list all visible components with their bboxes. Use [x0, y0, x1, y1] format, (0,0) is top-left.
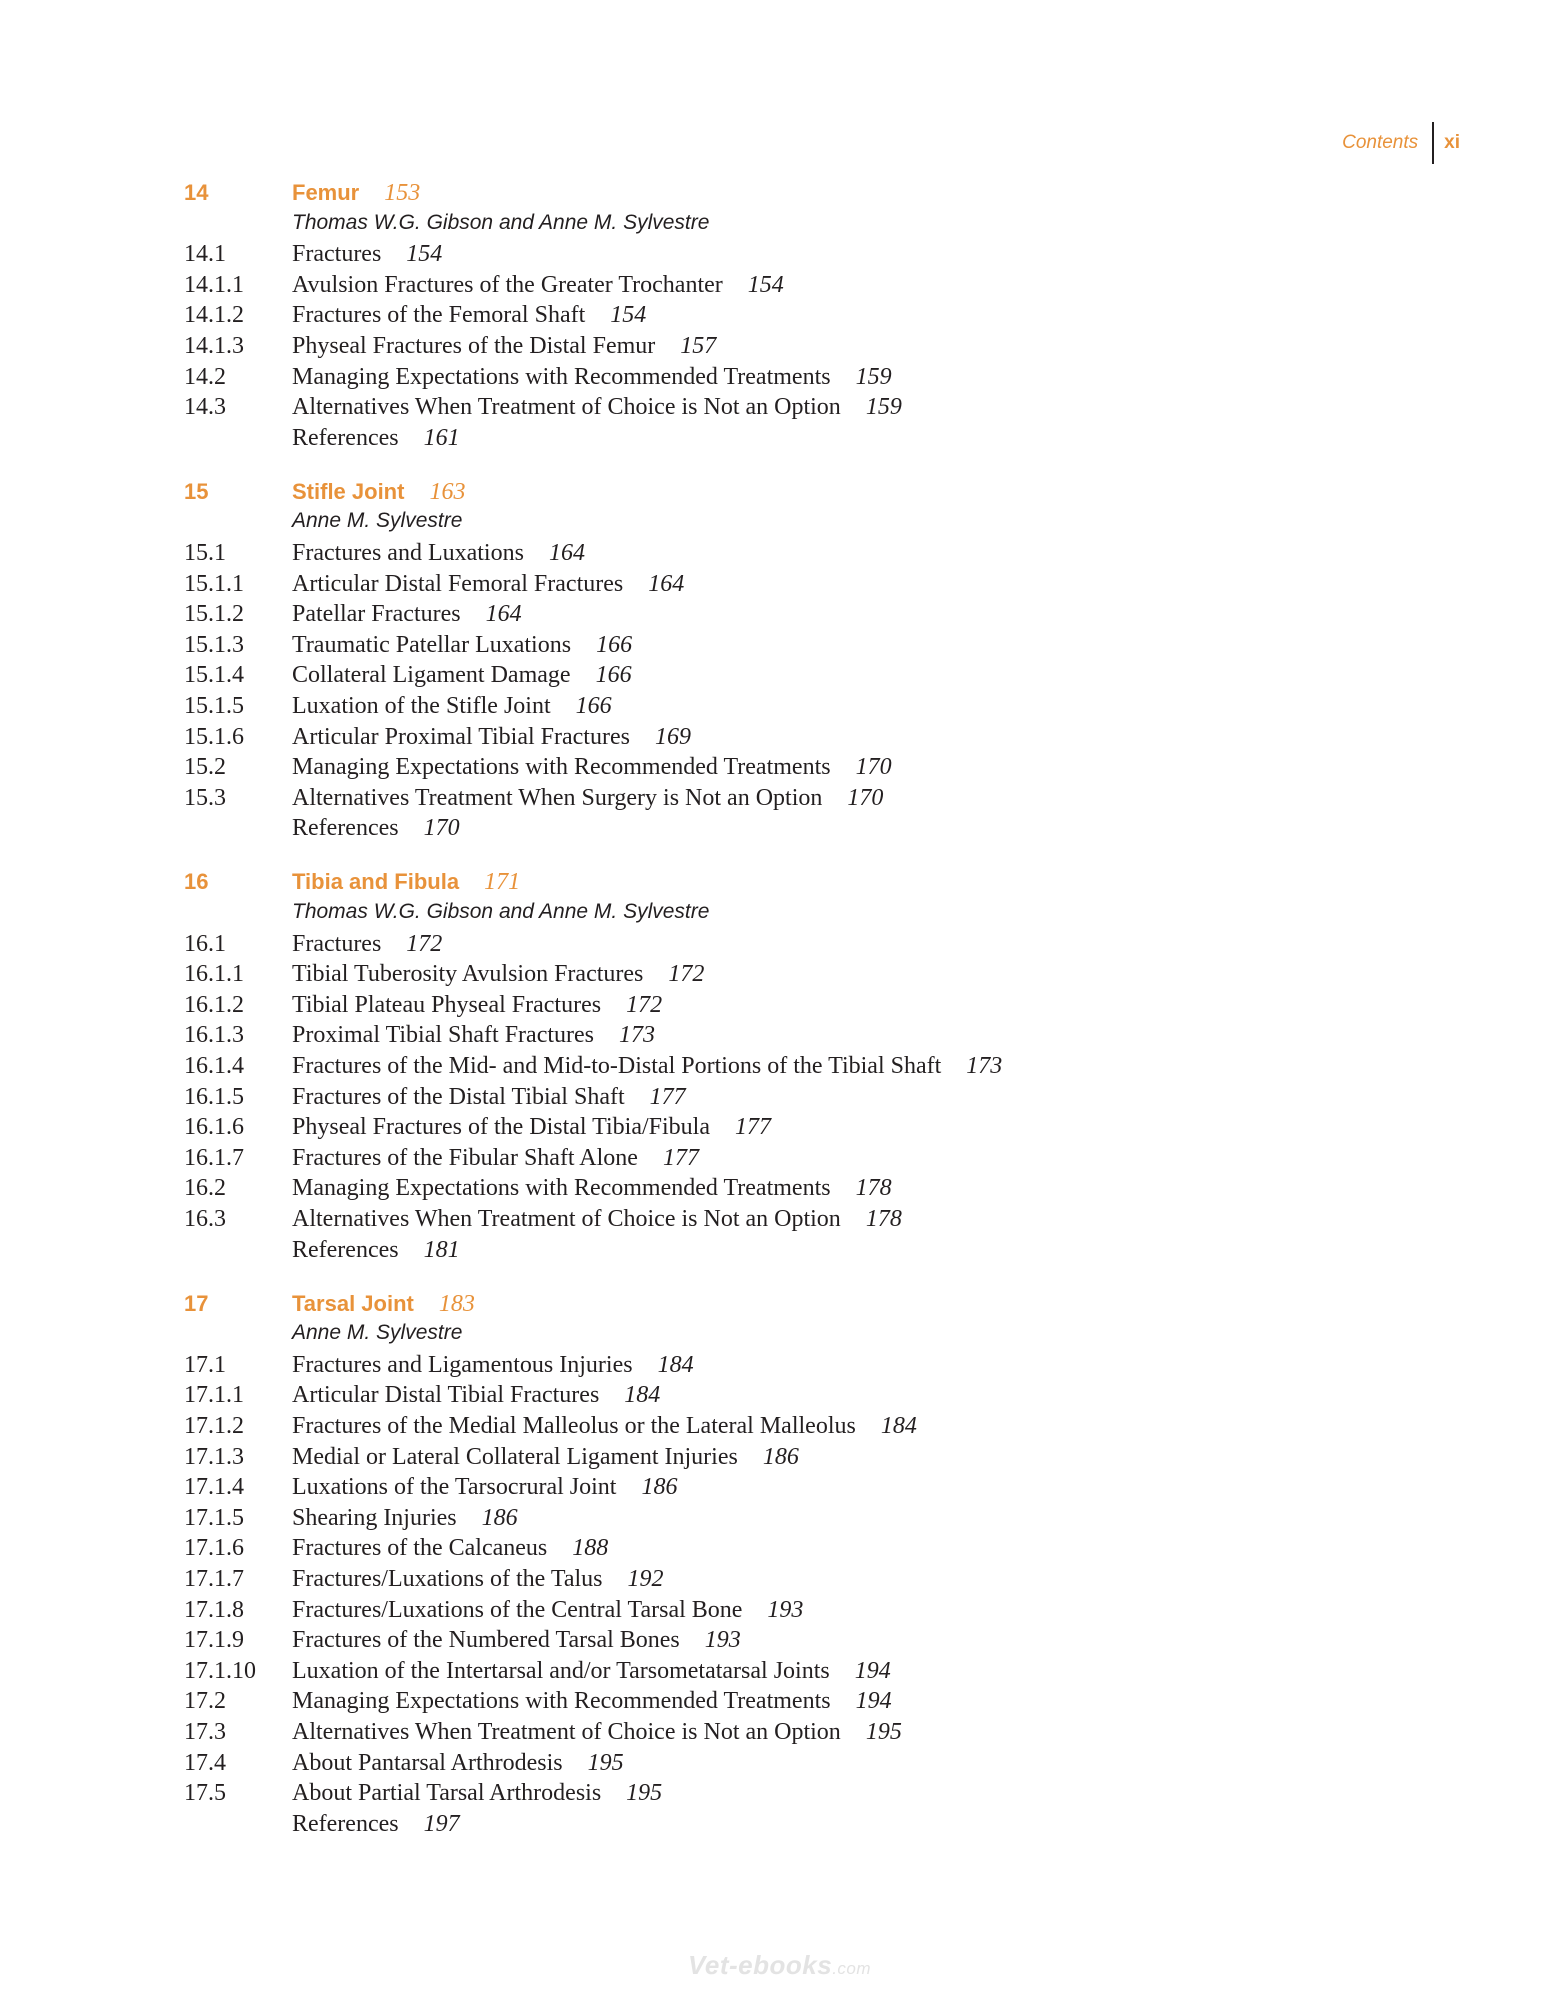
section-title: Tibial Plateau Physeal Fractures	[292, 991, 602, 1018]
section-page: 195	[587, 1749, 624, 1776]
section-title-wrap	[292, 931, 442, 958]
section-title-wrap	[292, 394, 902, 421]
section-title-wrap	[292, 1444, 799, 1471]
section-page: 195	[626, 1780, 663, 1807]
section-title-wrap	[292, 632, 632, 659]
running-head-divider	[1432, 122, 1434, 164]
section-number: 17.1	[184, 1351, 226, 1378]
section-page: 178	[855, 1175, 892, 1202]
section-title: Tibial Tuberosity Avulsion Fractures	[292, 961, 644, 988]
section-title-wrap	[292, 1750, 624, 1777]
section-page: 170	[855, 754, 892, 781]
section-number: 15.3	[184, 784, 226, 811]
section-number: 14.2	[184, 363, 226, 390]
section-title: Luxation of the Stifle Joint	[292, 693, 551, 719]
section-page: 195	[865, 1719, 902, 1745]
chapter-block	[184, 869, 1384, 1267]
toc-entry[interactable]	[184, 601, 1384, 632]
chapter-title-wrap	[292, 180, 420, 207]
section-page: 184	[624, 1382, 661, 1409]
section-page: 159	[855, 363, 892, 390]
section-title-wrap	[292, 754, 892, 781]
chapter-title: Tibia and Fibula	[292, 869, 460, 895]
section-page: 159	[865, 394, 902, 421]
toc-entry[interactable]	[184, 394, 1384, 425]
chapter-number: 16	[184, 869, 209, 895]
section-title: Fractures of the Femoral Shaft	[292, 302, 586, 329]
watermark-suffix: .com	[832, 1959, 872, 1978]
section-title: Alternatives When Treatment of Choice is Not an Option	[292, 394, 841, 421]
section-page: 170	[847, 784, 884, 811]
section-title: References	[292, 424, 399, 451]
toc-entry[interactable]	[184, 540, 1384, 571]
section-number: 17.1.3	[184, 1443, 244, 1470]
section-number: 14.1	[184, 241, 226, 268]
section-number: 14.1.3	[184, 332, 244, 359]
toc-entry[interactable]	[184, 1206, 1384, 1237]
section-page: 177	[649, 1083, 686, 1110]
section-title: Physeal Fractures of the Distal Femur	[292, 332, 656, 359]
section-title-wrap	[292, 1474, 677, 1501]
section-page: 184	[657, 1351, 694, 1378]
toc-entry[interactable]	[184, 1237, 1384, 1268]
section-title: References	[292, 1236, 399, 1263]
toc-entry[interactable]	[184, 1719, 1384, 1750]
section-page: 154	[406, 241, 443, 268]
section-title-wrap	[292, 693, 612, 720]
toc-entry[interactable]	[184, 632, 1384, 663]
chapter-title: Stifle Joint	[292, 478, 405, 504]
chapter-number: 17	[184, 1290, 209, 1316]
section-title-wrap	[292, 1505, 518, 1532]
section-number: 17.2	[184, 1688, 226, 1715]
section-number: 16.1.7	[184, 1144, 244, 1171]
section-title: Fractures of the Mid- and Mid-to-Distal Portions of the Tibial Shaft	[292, 1053, 942, 1080]
section-page: 177	[734, 1114, 771, 1141]
page-number: xi	[1444, 132, 1460, 153]
section-title: Fractures of the Fibular Shaft Alone	[292, 1144, 638, 1171]
section-page: 169	[654, 723, 691, 750]
section-number: 16.1	[184, 930, 226, 957]
section-title-wrap	[292, 1811, 460, 1838]
section-page: 184	[880, 1413, 917, 1440]
section-title-wrap	[292, 1780, 662, 1807]
section-title-wrap	[292, 1114, 771, 1141]
section-title: Alternatives Treatment When Surgery is Not an Option	[292, 784, 823, 811]
section-page: 186	[481, 1504, 518, 1531]
section-title: Articular Proximal Tibial Fractures	[292, 723, 630, 750]
section-page: 164	[485, 601, 522, 628]
chapter-title-wrap	[292, 1291, 475, 1318]
section-page: 193	[767, 1596, 804, 1623]
chapter-title-wrap	[292, 869, 520, 896]
watermark-logo	[688, 1950, 871, 1981]
chapter-authors-row	[184, 900, 1384, 931]
section-title: Shearing Injuries	[292, 1504, 457, 1531]
section-page: 177	[662, 1144, 699, 1171]
section-number: 15.1.6	[184, 723, 244, 750]
section-title-wrap	[292, 992, 662, 1019]
section-title: Fractures of the Numbered Tarsal Bones	[292, 1627, 680, 1654]
section-title-wrap	[292, 724, 691, 751]
section-page: 193	[704, 1627, 741, 1654]
section-title: Physeal Fractures of the Distal Tibia/Fibula	[292, 1114, 710, 1141]
chapter-authors: Thomas W.G. Gibson and Anne M. Sylvestre	[292, 900, 710, 924]
section-number: 15.1.2	[184, 601, 244, 628]
section-title-wrap	[292, 1719, 902, 1746]
section-title: Medial or Lateral Collateral Ligament Injuries	[292, 1443, 738, 1470]
section-page: 178	[865, 1206, 902, 1232]
chapter-authors-row	[184, 509, 1384, 540]
section-title-wrap	[292, 1658, 891, 1685]
toc-entry[interactable]	[184, 241, 1384, 272]
section-title-wrap	[292, 1352, 694, 1379]
toc-entry[interactable]	[184, 1566, 1384, 1597]
section-number: 16.1.3	[184, 1022, 244, 1049]
chapter-heading[interactable]	[184, 1291, 1384, 1322]
section-number: 16.3	[184, 1206, 226, 1232]
section-page: 181	[423, 1236, 460, 1263]
toc-entry[interactable]	[184, 815, 1384, 846]
section-title: Collateral Ligament Damage	[292, 662, 571, 689]
section-number: 17.3	[184, 1719, 226, 1745]
chapter-heading[interactable]	[184, 180, 1384, 211]
section-title: Managing Expectations with Recommended Treatments	[292, 754, 831, 781]
section-title: Fractures and Ligamentous Injuries	[292, 1351, 633, 1378]
chapter-authors: Anne M. Sylvestre	[292, 1321, 463, 1345]
toc-entry[interactable]	[184, 931, 1384, 962]
section-number: 16.1.2	[184, 991, 244, 1018]
section-title-wrap	[292, 333, 716, 360]
chapter-title-wrap	[292, 479, 465, 506]
toc-entry[interactable]	[184, 1627, 1384, 1658]
section-page: 186	[641, 1474, 678, 1501]
section-title: Fractures of the Calcaneus	[292, 1535, 548, 1562]
section-title: Fractures and Luxations	[292, 540, 524, 567]
chapter-block	[184, 180, 1384, 455]
toc-entry[interactable]	[184, 1750, 1384, 1781]
chapter-authors: Thomas W.G. Gibson and Anne M. Sylvestre	[292, 210, 710, 234]
section-page: 192	[627, 1566, 664, 1593]
section-number: 14.3	[184, 394, 226, 421]
table-of-contents	[184, 180, 1384, 1865]
section-title: About Pantarsal Arthrodesis	[292, 1749, 563, 1776]
chapter-block	[184, 1291, 1384, 1842]
section-title-wrap	[292, 1206, 902, 1233]
chapter-page: 183	[438, 1290, 475, 1317]
section-title-wrap	[292, 1084, 686, 1111]
chapter-number: 14	[184, 180, 209, 205]
section-title-wrap	[292, 1175, 892, 1202]
toc-entry[interactable]	[184, 1535, 1384, 1566]
toc-entry[interactable]	[184, 1505, 1384, 1536]
section-title-wrap	[292, 302, 646, 329]
section-number: 15.1.1	[184, 570, 244, 597]
section-number: 17.1.2	[184, 1413, 244, 1440]
section-number: 16.1.4	[184, 1053, 244, 1080]
section-number: 15.1.5	[184, 693, 244, 719]
toc-entry[interactable]	[184, 1114, 1384, 1145]
toc-entry[interactable]	[184, 571, 1384, 602]
section-title-wrap	[292, 785, 883, 812]
section-page: 154	[610, 302, 647, 329]
section-title: Luxation of the Intertarsal and/or Tarsometatarsal Joints	[292, 1657, 830, 1684]
toc-entry[interactable]	[184, 302, 1384, 333]
section-title-wrap	[292, 1382, 660, 1409]
section-title: References	[292, 1810, 399, 1837]
section-title: Fractures of the Distal Tibial Shaft	[292, 1083, 625, 1110]
toc-entry[interactable]	[184, 1022, 1384, 1053]
section-number: 16.1.1	[184, 961, 244, 988]
section-title: Fractures	[292, 241, 382, 268]
toc-entry[interactable]	[184, 1084, 1384, 1115]
section-title: Fractures/Luxations of the Talus	[292, 1566, 603, 1593]
section-number: 15.2	[184, 754, 226, 781]
section-title: Alternatives When Treatment of Choice is Not an Option	[292, 1719, 841, 1745]
toc-entry[interactable]	[184, 693, 1384, 724]
section-title-wrap	[292, 1597, 803, 1624]
running-head	[1342, 122, 1460, 164]
section-number: 17.1.7	[184, 1566, 244, 1593]
section-page: 186	[762, 1443, 799, 1470]
section-number: 17.1.4	[184, 1474, 244, 1501]
section-title: Alternatives When Treatment of Choice is Not an Option	[292, 1206, 841, 1232]
section-title-wrap	[292, 1688, 892, 1715]
section-title: Managing Expectations with Recommended Treatments	[292, 363, 831, 390]
section-number: 17.1.1	[184, 1382, 244, 1409]
section-page: 173	[966, 1053, 1003, 1080]
section-number: 16.1.5	[184, 1083, 244, 1110]
chapter-heading[interactable]	[184, 479, 1384, 510]
toc-entry[interactable]	[184, 1688, 1384, 1719]
section-title: Fractures of the Medial Malleolus or the Lateral Malleolus	[292, 1413, 856, 1440]
section-title: Proximal Tibial Shaft Fractures	[292, 1022, 594, 1049]
toc-entry[interactable]	[184, 724, 1384, 755]
section-title-wrap	[292, 1237, 460, 1264]
toc-entry[interactable]	[184, 1658, 1384, 1689]
chapter-page: 163	[429, 478, 466, 505]
running-head-title: Contents	[1342, 132, 1419, 153]
section-title: Patellar Fractures	[292, 601, 461, 628]
section-number: 14.1.2	[184, 302, 244, 329]
chapter-heading[interactable]	[184, 869, 1384, 900]
chapter-number: 15	[184, 478, 209, 504]
section-title: About Partial Tarsal Arthrodesis	[292, 1780, 602, 1807]
chapter-authors-row	[184, 1321, 1384, 1352]
section-title-wrap	[292, 241, 442, 268]
section-page: 161	[423, 424, 460, 451]
section-title-wrap	[292, 272, 784, 299]
section-number: 15.1.4	[184, 662, 244, 689]
section-number: 15.1	[184, 540, 226, 567]
section-title: Managing Expectations with Recommended Treatments	[292, 1688, 831, 1715]
section-title-wrap	[292, 540, 585, 567]
chapter-page: 153	[384, 180, 421, 206]
section-title: Articular Distal Tibial Fractures	[292, 1382, 600, 1409]
section-title: Avulsion Fractures of the Greater Trochanter	[292, 271, 723, 298]
section-page: 172	[406, 930, 443, 957]
section-title-wrap	[292, 961, 704, 988]
toc-entry[interactable]	[184, 1413, 1384, 1444]
toc-entry[interactable]	[184, 1444, 1384, 1475]
section-page: 154	[747, 271, 784, 298]
section-title-wrap	[292, 1566, 663, 1593]
section-page: 164	[548, 540, 585, 567]
section-page: 194	[854, 1657, 891, 1684]
chapter-authors-row	[184, 211, 1384, 242]
section-page: 157	[680, 332, 717, 359]
section-title: Managing Expectations with Recommended Treatments	[292, 1175, 831, 1202]
section-number: 17.1.5	[184, 1504, 244, 1531]
toc-entry[interactable]	[184, 1780, 1384, 1811]
section-page: 194	[855, 1688, 892, 1715]
toc-entry[interactable]	[184, 1145, 1384, 1176]
section-page: 172	[668, 961, 705, 988]
section-number: 16.2	[184, 1175, 226, 1202]
section-number: 17.1.6	[184, 1535, 244, 1562]
toc-entry[interactable]	[184, 1597, 1384, 1628]
section-title-wrap	[292, 571, 684, 598]
toc-entry[interactable]	[184, 754, 1384, 785]
section-page: 166	[595, 662, 632, 689]
toc-entry[interactable]	[184, 364, 1384, 395]
chapter-title: Femur	[292, 180, 360, 205]
section-number: 17.1.9	[184, 1627, 244, 1654]
section-title-wrap	[292, 1145, 699, 1172]
toc-entry[interactable]	[184, 1053, 1384, 1084]
section-number: 17.1.8	[184, 1596, 244, 1623]
section-title-wrap	[292, 364, 892, 391]
toc-entry[interactable]	[184, 272, 1384, 303]
section-page: 197	[423, 1810, 460, 1837]
section-page: 166	[575, 693, 612, 719]
watermark-main: Vet-ebooks	[688, 1950, 833, 1980]
section-title-wrap	[292, 662, 632, 689]
chapter-title: Tarsal Joint	[292, 1290, 414, 1316]
toc-entry[interactable]	[184, 1382, 1384, 1413]
section-number: 17.1.10	[184, 1657, 256, 1684]
section-title-wrap	[292, 1413, 917, 1440]
section-title-wrap	[292, 1053, 1002, 1080]
section-title-wrap	[292, 1627, 741, 1654]
chapter-block	[184, 479, 1384, 846]
chapter-page: 171	[484, 869, 521, 896]
section-number: 17.4	[184, 1749, 226, 1776]
section-title: Fractures	[292, 930, 382, 957]
toc-entry[interactable]	[184, 1352, 1384, 1383]
toc-entry[interactable]	[184, 1474, 1384, 1505]
section-title: Traumatic Patellar Luxations	[292, 631, 572, 658]
toc-entry[interactable]	[184, 333, 1384, 364]
section-title-wrap	[292, 425, 460, 452]
section-title-wrap	[292, 815, 460, 842]
section-title-wrap	[292, 1535, 608, 1562]
section-page: 173	[619, 1022, 655, 1049]
toc-entry[interactable]	[184, 1811, 1384, 1842]
section-page: 164	[648, 570, 685, 597]
section-title: References	[292, 815, 399, 842]
section-number: 16.1.6	[184, 1114, 244, 1141]
toc-entry[interactable]	[184, 1175, 1384, 1206]
section-title: Luxations of the Tarsocrural Joint	[292, 1474, 617, 1501]
section-page: 188	[572, 1535, 609, 1562]
toc-entry[interactable]	[184, 425, 1384, 456]
section-title: Articular Distal Femoral Fractures	[292, 570, 624, 597]
section-title-wrap	[292, 1022, 655, 1049]
toc-entry[interactable]	[184, 662, 1384, 693]
toc-entry[interactable]	[184, 992, 1384, 1023]
section-page: 166	[596, 631, 633, 658]
section-page: 172	[626, 991, 663, 1018]
toc-entry[interactable]	[184, 785, 1384, 816]
section-number: 15.1.3	[184, 631, 244, 658]
section-number: 14.1.1	[184, 271, 244, 298]
section-page: 170	[423, 815, 460, 842]
toc-entry[interactable]	[184, 961, 1384, 992]
section-number: 17.5	[184, 1780, 226, 1807]
section-title: Fractures/Luxations of the Central Tarsal Bone	[292, 1596, 743, 1623]
section-title-wrap	[292, 601, 522, 628]
chapter-authors: Anne M. Sylvestre	[292, 509, 463, 533]
